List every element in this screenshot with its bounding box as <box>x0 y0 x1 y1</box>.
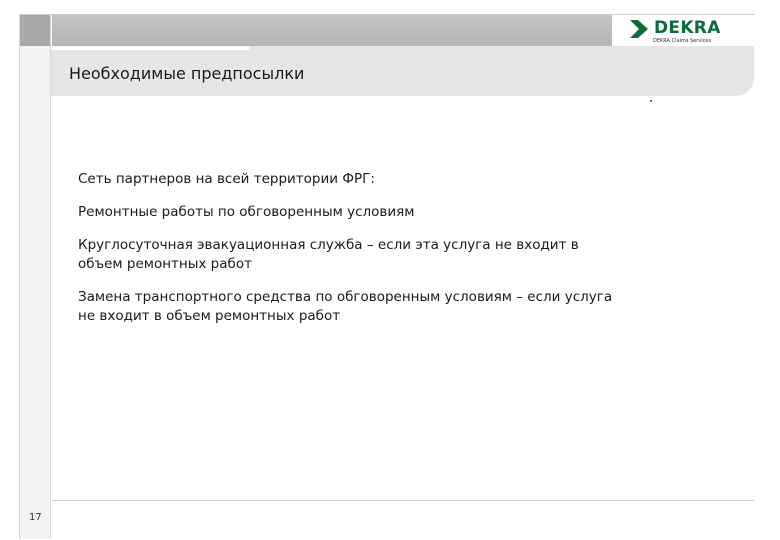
title-band-accent <box>51 46 249 50</box>
page-title: Необходимые предпосылки <box>69 64 305 83</box>
bullet-partners: Сеть партнеров на всей территории ФРГ: <box>78 171 375 187</box>
title-band <box>51 46 754 96</box>
header-bar <box>52 15 612 46</box>
bullet-towing: Круглосуточная эвакуационная служба – если эта услуга не входит в объем ремонтных работ <box>78 237 579 272</box>
logo-wordmark: DEKRA <box>654 18 721 38</box>
left-sidebar-strip <box>20 15 51 539</box>
page-number: 17 <box>29 512 42 523</box>
bullet-replacement-vehicle: Замена транспортного средства по обговоренным условиям – если услуга не входит в объем ремонтных работ <box>78 289 613 324</box>
bullet-repairs: Ремонтные работы по обговоренным условиям <box>78 204 415 220</box>
footer-rule <box>52 500 754 501</box>
dekra-arrow-icon <box>628 18 650 40</box>
logo-subtitle: DEKRA Claims Services <box>653 38 712 44</box>
left-strip-cap <box>20 15 50 46</box>
dekra-logo <box>628 18 753 48</box>
slide-body <box>78 170 618 340</box>
decorative-dot <box>650 100 652 102</box>
